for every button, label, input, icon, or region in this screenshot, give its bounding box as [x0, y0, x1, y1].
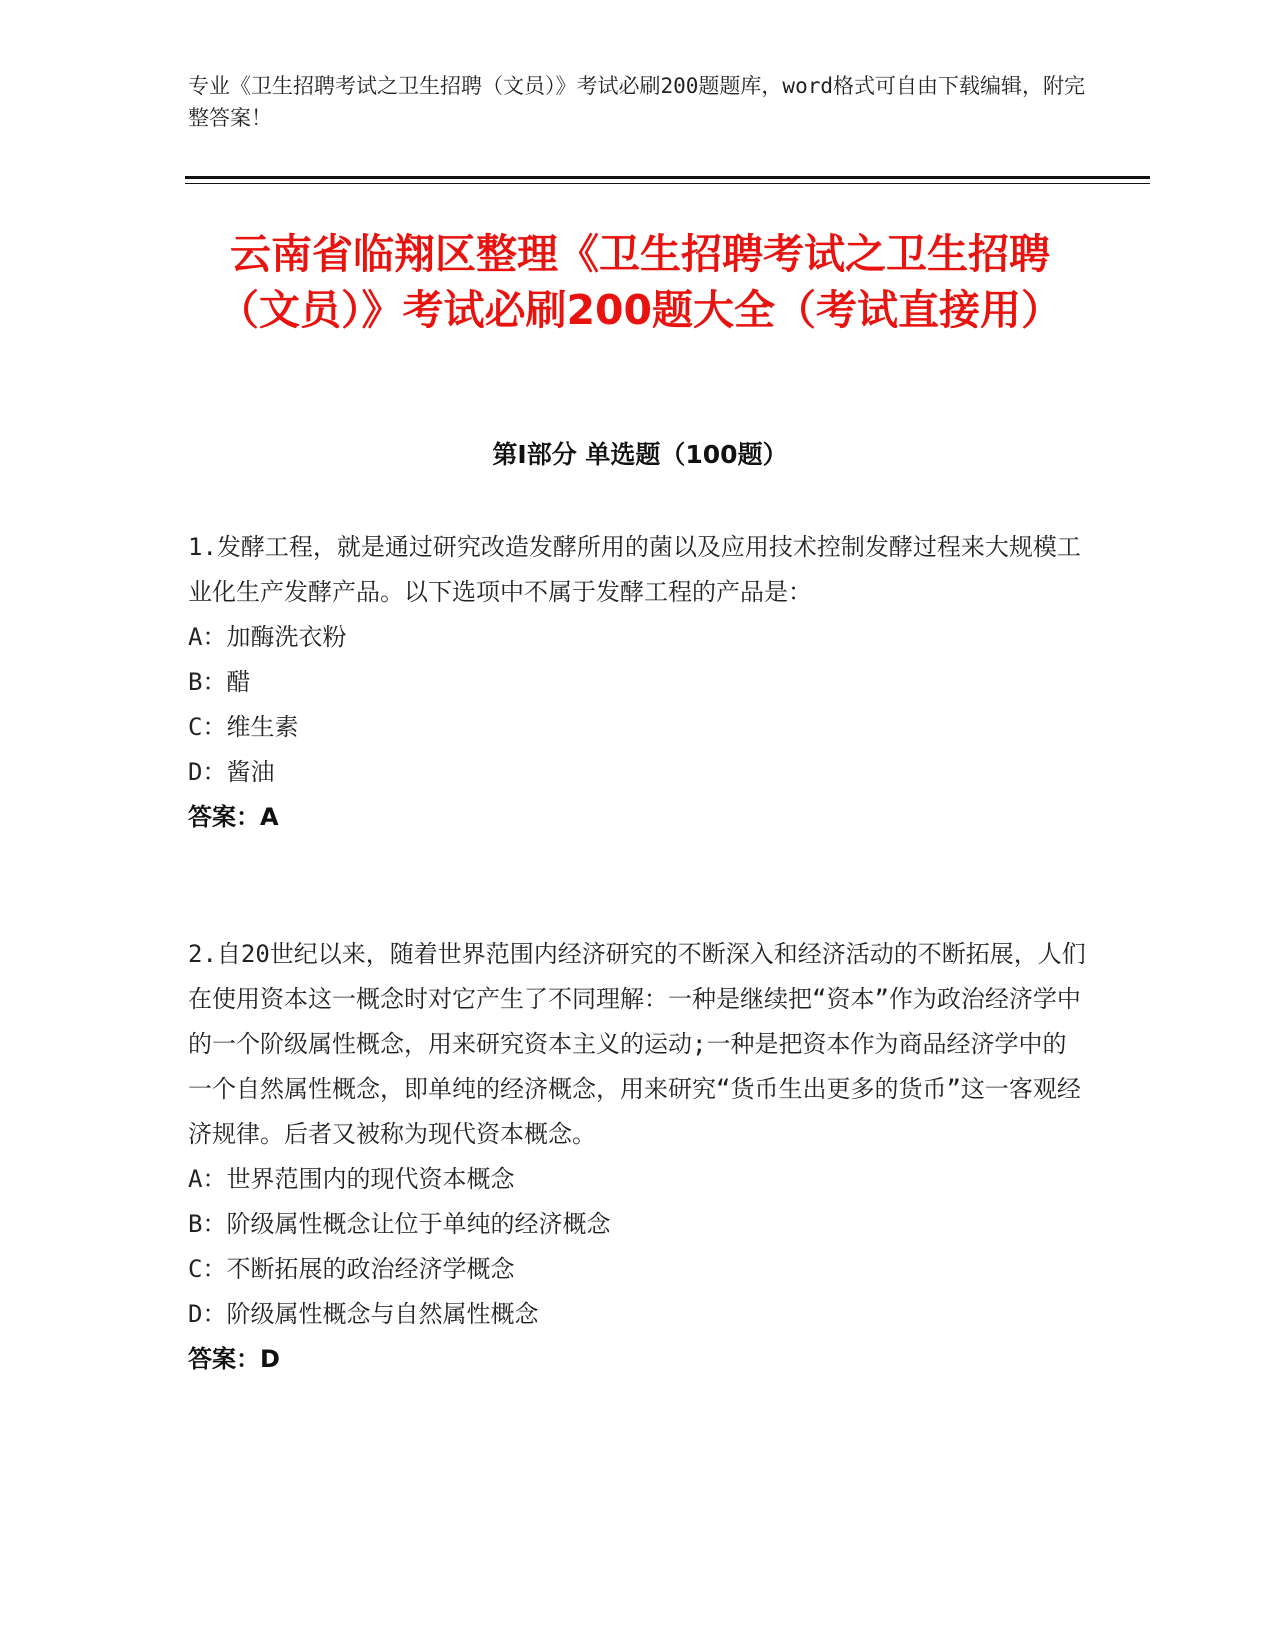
option-b: B：阶级属性概念让位于单纯的经济概念	[188, 1210, 611, 1238]
option-a: A：加酶洗衣粉	[188, 623, 347, 651]
option-d: D：阶级属性概念与自然属性概念	[188, 1300, 539, 1328]
header-divider-thick	[185, 176, 1150, 179]
option-a: A：世界范围内的现代资本概念	[188, 1165, 515, 1193]
answer: 答案：A	[188, 803, 279, 831]
section-title: 第I部分 单选题（100题）	[492, 440, 788, 469]
answer: 答案：D	[188, 1345, 280, 1373]
option-c: C：维生素	[188, 713, 299, 741]
question-2	[188, 932, 1088, 1382]
question-text: 2.自20世纪以来，随着世界范围内经济研究的不断深入和经济活动的不断拓展，人们在使用资本这一概念时对它产生了不同理解：一种是继续把“资本”作为政治经济学中的一个阶级属性概念，用来研究资本主义的运动;一种是把资本作为商品经济学中的一个自然属性概念，即单纯的经济概念，用来研究“货币生出更多的货币”这一客观经济规律。后者又被称为现代资本概念。	[188, 940, 1086, 1148]
option-d: D：酱油	[188, 758, 275, 786]
document-title: 云南省临翔区整理《卫生招聘考试之卫生招聘（文员）》考试必刷200题大全（考试直接用）	[217, 230, 1063, 334]
option-b: B：醋	[188, 668, 251, 696]
question-1	[188, 525, 1088, 840]
header-divider-thin	[185, 183, 1150, 184]
header-note: 专业《卫生招聘考试之卫生招聘（文员）》考试必刷200题题库，word格式可自由下载编辑，附完整答案！	[188, 74, 1085, 130]
option-c: C：不断拓展的政治经济学概念	[188, 1255, 515, 1283]
question-text: 1.发酵工程，就是通过研究改造发酵所用的菌以及应用技术控制发酵过程来大规模工业化生产发酵产品。以下选项中不属于发酵工程的产品是：	[188, 533, 1081, 606]
